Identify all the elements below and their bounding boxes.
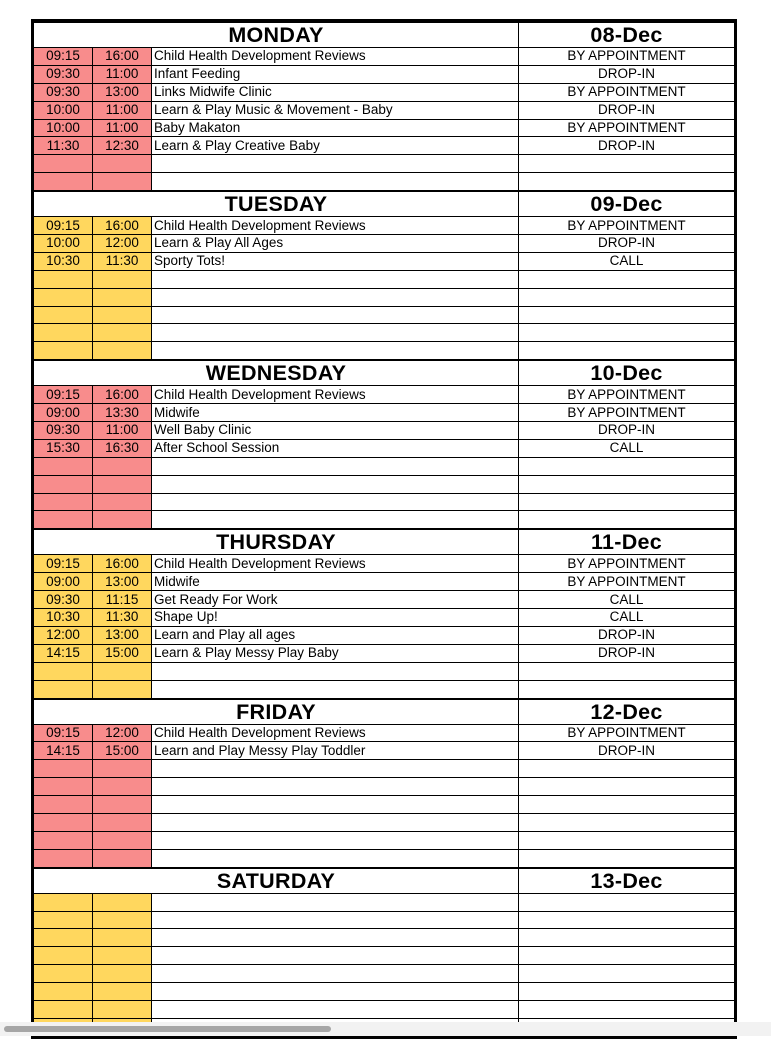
- activity-name: [152, 983, 519, 1001]
- activity-name: Learn & Play Creative Baby: [152, 137, 519, 155]
- activity-name: Learn & Play All Ages: [152, 235, 519, 253]
- start-time: [34, 324, 93, 342]
- booking-type: [519, 849, 735, 867]
- day-header: [34, 868, 735, 894]
- activity-name: Get Ready For Work: [152, 591, 519, 609]
- end-time: 16:30: [93, 439, 152, 457]
- start-time: [34, 173, 93, 191]
- activity-name: Child Health Development Reviews: [152, 724, 519, 742]
- start-time: 11:30: [34, 137, 93, 155]
- day-header: [34, 529, 735, 555]
- session-row: [34, 457, 735, 475]
- session-row: [34, 555, 735, 573]
- session-row: [34, 235, 735, 253]
- start-time: [34, 306, 93, 324]
- end-time: [93, 929, 152, 947]
- end-time: [93, 173, 152, 191]
- booking-type: [519, 680, 735, 698]
- session-row: [34, 742, 735, 760]
- start-time: 09:30: [34, 83, 93, 101]
- booking-type: CALL: [519, 252, 735, 270]
- booking-type: [519, 1000, 735, 1018]
- activity-name: Shape Up!: [152, 609, 519, 627]
- end-time: [93, 796, 152, 814]
- day-header: [34, 22, 735, 48]
- start-time: [34, 475, 93, 493]
- start-time: 09:15: [34, 724, 93, 742]
- session-row: [34, 252, 735, 270]
- end-time: [93, 288, 152, 306]
- booking-type: CALL: [519, 591, 735, 609]
- day-name: THURSDAY: [34, 529, 519, 555]
- session-row: [34, 796, 735, 814]
- day-date: 12-Dec: [519, 699, 735, 725]
- activity-name: [152, 849, 519, 867]
- activity-name: [152, 778, 519, 796]
- end-time: [93, 511, 152, 529]
- start-time: 09:15: [34, 555, 93, 573]
- session-row: [34, 306, 735, 324]
- booking-type: BY APPOINTMENT: [519, 724, 735, 742]
- activity-name: [152, 929, 519, 947]
- session-row: [34, 849, 735, 867]
- day-name: FRIDAY: [34, 699, 519, 725]
- booking-type: [519, 760, 735, 778]
- session-row: [34, 342, 735, 360]
- start-time: 09:15: [34, 386, 93, 404]
- activity-name: [152, 947, 519, 965]
- activity-name: [152, 173, 519, 191]
- end-time: [93, 778, 152, 796]
- end-time: [93, 306, 152, 324]
- start-time: 09:30: [34, 65, 93, 83]
- activity-name: [152, 760, 519, 778]
- end-time: [93, 270, 152, 288]
- booking-type: [519, 155, 735, 173]
- end-time: [93, 324, 152, 342]
- booking-type: [519, 511, 735, 529]
- booking-type: DROP-IN: [519, 101, 735, 119]
- end-time: 15:00: [93, 742, 152, 760]
- session-row: [34, 1000, 735, 1018]
- session-row: [34, 404, 735, 422]
- activity-name: [152, 965, 519, 983]
- booking-type: DROP-IN: [519, 65, 735, 83]
- booking-type: DROP-IN: [519, 137, 735, 155]
- booking-type: BY APPOINTMENT: [519, 386, 735, 404]
- booking-type: [519, 662, 735, 680]
- end-time: [93, 760, 152, 778]
- session-row: [34, 929, 735, 947]
- day-date: 08-Dec: [519, 22, 735, 48]
- end-time: [93, 831, 152, 849]
- activity-name: Midwife: [152, 404, 519, 422]
- start-time: 14:15: [34, 644, 93, 662]
- session-row: [34, 983, 735, 1001]
- end-time: 11:00: [93, 119, 152, 137]
- start-time: 10:00: [34, 119, 93, 137]
- activity-name: Learn and Play Messy Play Toddler: [152, 742, 519, 760]
- start-time: [34, 680, 93, 698]
- booking-type: [519, 893, 735, 911]
- end-time: 12:00: [93, 724, 152, 742]
- booking-type: [519, 983, 735, 1001]
- booking-type: [519, 929, 735, 947]
- activity-name: [152, 306, 519, 324]
- activity-name: [152, 270, 519, 288]
- start-time: 10:30: [34, 252, 93, 270]
- start-time: [34, 511, 93, 529]
- booking-type: [519, 778, 735, 796]
- booking-type: [519, 306, 735, 324]
- session-row: [34, 724, 735, 742]
- start-time: [34, 270, 93, 288]
- booking-type: [519, 796, 735, 814]
- end-time: [93, 849, 152, 867]
- start-time: [34, 796, 93, 814]
- session-row: [34, 217, 735, 235]
- session-row: [34, 831, 735, 849]
- session-row: [34, 119, 735, 137]
- end-time: 11:30: [93, 609, 152, 627]
- activity-name: [152, 893, 519, 911]
- booking-type: DROP-IN: [519, 644, 735, 662]
- booking-type: DROP-IN: [519, 235, 735, 253]
- end-time: 15:00: [93, 644, 152, 662]
- start-time: [34, 288, 93, 306]
- activity-name: [152, 155, 519, 173]
- end-time: [93, 1000, 152, 1018]
- end-time: [93, 983, 152, 1001]
- activity-name: Learn and Play all ages: [152, 626, 519, 644]
- end-time: [93, 947, 152, 965]
- day-name: TUESDAY: [34, 191, 519, 217]
- session-row: [34, 760, 735, 778]
- activity-name: [152, 511, 519, 529]
- start-time: 10:30: [34, 609, 93, 627]
- end-time: 11:00: [93, 101, 152, 119]
- session-row: [34, 591, 735, 609]
- booking-type: BY APPOINTMENT: [519, 119, 735, 137]
- end-time: [93, 662, 152, 680]
- start-time: [34, 760, 93, 778]
- start-time: 09:00: [34, 404, 93, 422]
- activity-name: Learn & Play Music & Movement - Baby: [152, 101, 519, 119]
- end-time: 11:15: [93, 591, 152, 609]
- activity-name: Infant Feeding: [152, 65, 519, 83]
- end-time: 16:00: [93, 386, 152, 404]
- end-time: 16:00: [93, 48, 152, 66]
- session-row: [34, 422, 735, 440]
- day-date: 13-Dec: [519, 868, 735, 894]
- day-date: 11-Dec: [519, 529, 735, 555]
- activity-name: Midwife: [152, 573, 519, 591]
- day-header: [34, 360, 735, 386]
- booking-type: [519, 965, 735, 983]
- activity-name: [152, 1000, 519, 1018]
- booking-type: [519, 288, 735, 306]
- start-time: [34, 983, 93, 1001]
- timetable: [33, 21, 735, 1037]
- end-time: [93, 813, 152, 831]
- session-row: [34, 288, 735, 306]
- start-time: [34, 849, 93, 867]
- activity-name: Child Health Development Reviews: [152, 386, 519, 404]
- start-time: [34, 1000, 93, 1018]
- activity-name: Child Health Development Reviews: [152, 217, 519, 235]
- start-time: [34, 778, 93, 796]
- activity-name: [152, 342, 519, 360]
- activity-name: [152, 680, 519, 698]
- booking-type: BY APPOINTMENT: [519, 404, 735, 422]
- booking-type: [519, 831, 735, 849]
- end-time: [93, 893, 152, 911]
- start-time: 09:15: [34, 217, 93, 235]
- booking-type: [519, 173, 735, 191]
- booking-type: CALL: [519, 609, 735, 627]
- start-time: [34, 911, 93, 929]
- activity-name: Baby Makaton: [152, 119, 519, 137]
- activity-name: [152, 813, 519, 831]
- end-time: [93, 911, 152, 929]
- booking-type: [519, 911, 735, 929]
- start-time: [34, 457, 93, 475]
- session-row: [34, 947, 735, 965]
- end-time: 16:00: [93, 555, 152, 573]
- session-row: [34, 626, 735, 644]
- end-time: 11:00: [93, 65, 152, 83]
- booking-type: DROP-IN: [519, 742, 735, 760]
- day-name: MONDAY: [34, 22, 519, 48]
- activity-name: Learn & Play Messy Play Baby: [152, 644, 519, 662]
- booking-type: [519, 342, 735, 360]
- day-date: 10-Dec: [519, 360, 735, 386]
- end-time: [93, 342, 152, 360]
- booking-type: BY APPOINTMENT: [519, 555, 735, 573]
- session-row: [34, 511, 735, 529]
- start-time: 12:00: [34, 626, 93, 644]
- activity-name: [152, 475, 519, 493]
- end-time: [93, 155, 152, 173]
- start-time: [34, 929, 93, 947]
- end-time: 13:00: [93, 573, 152, 591]
- activity-name: Child Health Development Reviews: [152, 555, 519, 573]
- booking-type: [519, 475, 735, 493]
- session-row: [34, 493, 735, 511]
- session-row: [34, 137, 735, 155]
- start-time: 09:00: [34, 573, 93, 591]
- booking-type: [519, 270, 735, 288]
- booking-type: BY APPOINTMENT: [519, 217, 735, 235]
- day-name: SATURDAY: [34, 868, 519, 894]
- activity-name: Well Baby Clinic: [152, 422, 519, 440]
- end-time: 13:00: [93, 83, 152, 101]
- end-time: 11:30: [93, 252, 152, 270]
- end-time: [93, 475, 152, 493]
- start-time: [34, 493, 93, 511]
- start-time: 14:15: [34, 742, 93, 760]
- session-row: [34, 680, 735, 698]
- start-time: 10:00: [34, 235, 93, 253]
- booking-type: BY APPOINTMENT: [519, 573, 735, 591]
- booking-type: BY APPOINTMENT: [519, 48, 735, 66]
- session-row: [34, 65, 735, 83]
- day-name: WEDNESDAY: [34, 360, 519, 386]
- end-time: 12:00: [93, 235, 152, 253]
- session-row: [34, 893, 735, 911]
- activity-name: [152, 662, 519, 680]
- booking-type: [519, 813, 735, 831]
- activity-name: Links Midwife Clinic: [152, 83, 519, 101]
- session-row: [34, 965, 735, 983]
- activity-name: [152, 796, 519, 814]
- start-time: [34, 965, 93, 983]
- booking-type: [519, 457, 735, 475]
- session-row: [34, 48, 735, 66]
- day-header: [34, 699, 735, 725]
- end-time: [93, 493, 152, 511]
- booking-type: [519, 947, 735, 965]
- booking-type: DROP-IN: [519, 626, 735, 644]
- end-time: 12:30: [93, 137, 152, 155]
- start-time: [34, 893, 93, 911]
- scrollbar-thumb[interactable]: [4, 1026, 331, 1032]
- day-date: 09-Dec: [519, 191, 735, 217]
- start-time: 09:30: [34, 591, 93, 609]
- session-row: [34, 778, 735, 796]
- activity-name: [152, 831, 519, 849]
- booking-type: CALL: [519, 439, 735, 457]
- end-time: [93, 965, 152, 983]
- start-time: [34, 947, 93, 965]
- day-header: [34, 191, 735, 217]
- start-time: 09:30: [34, 422, 93, 440]
- session-row: [34, 101, 735, 119]
- activity-name: [152, 457, 519, 475]
- activity-name: [152, 493, 519, 511]
- start-time: [34, 813, 93, 831]
- session-row: [34, 911, 735, 929]
- session-row: [34, 386, 735, 404]
- session-row: [34, 573, 735, 591]
- end-time: 13:30: [93, 404, 152, 422]
- activity-name: [152, 324, 519, 342]
- session-row: [34, 662, 735, 680]
- activity-name: Child Health Development Reviews: [152, 48, 519, 66]
- start-time: [34, 831, 93, 849]
- end-time: 16:00: [93, 217, 152, 235]
- session-row: [34, 644, 735, 662]
- start-time: 09:15: [34, 48, 93, 66]
- end-time: [93, 680, 152, 698]
- activity-name: [152, 911, 519, 929]
- end-time: [93, 457, 152, 475]
- session-row: [34, 173, 735, 191]
- session-row: [34, 83, 735, 101]
- timetable-sheet: [31, 19, 737, 1039]
- activity-name: After School Session: [152, 439, 519, 457]
- session-row: [34, 475, 735, 493]
- session-row: [34, 813, 735, 831]
- start-time: [34, 155, 93, 173]
- start-time: [34, 342, 93, 360]
- start-time: 15:30: [34, 439, 93, 457]
- end-time: 13:00: [93, 626, 152, 644]
- session-row: [34, 270, 735, 288]
- start-time: 10:00: [34, 101, 93, 119]
- activity-name: Sporty Tots!: [152, 252, 519, 270]
- activity-name: [152, 288, 519, 306]
- session-row: [34, 155, 735, 173]
- booking-type: BY APPOINTMENT: [519, 83, 735, 101]
- booking-type: [519, 493, 735, 511]
- session-row: [34, 609, 735, 627]
- booking-type: DROP-IN: [519, 422, 735, 440]
- session-row: [34, 324, 735, 342]
- booking-type: [519, 324, 735, 342]
- session-row: [34, 439, 735, 457]
- end-time: 11:00: [93, 422, 152, 440]
- start-time: [34, 662, 93, 680]
